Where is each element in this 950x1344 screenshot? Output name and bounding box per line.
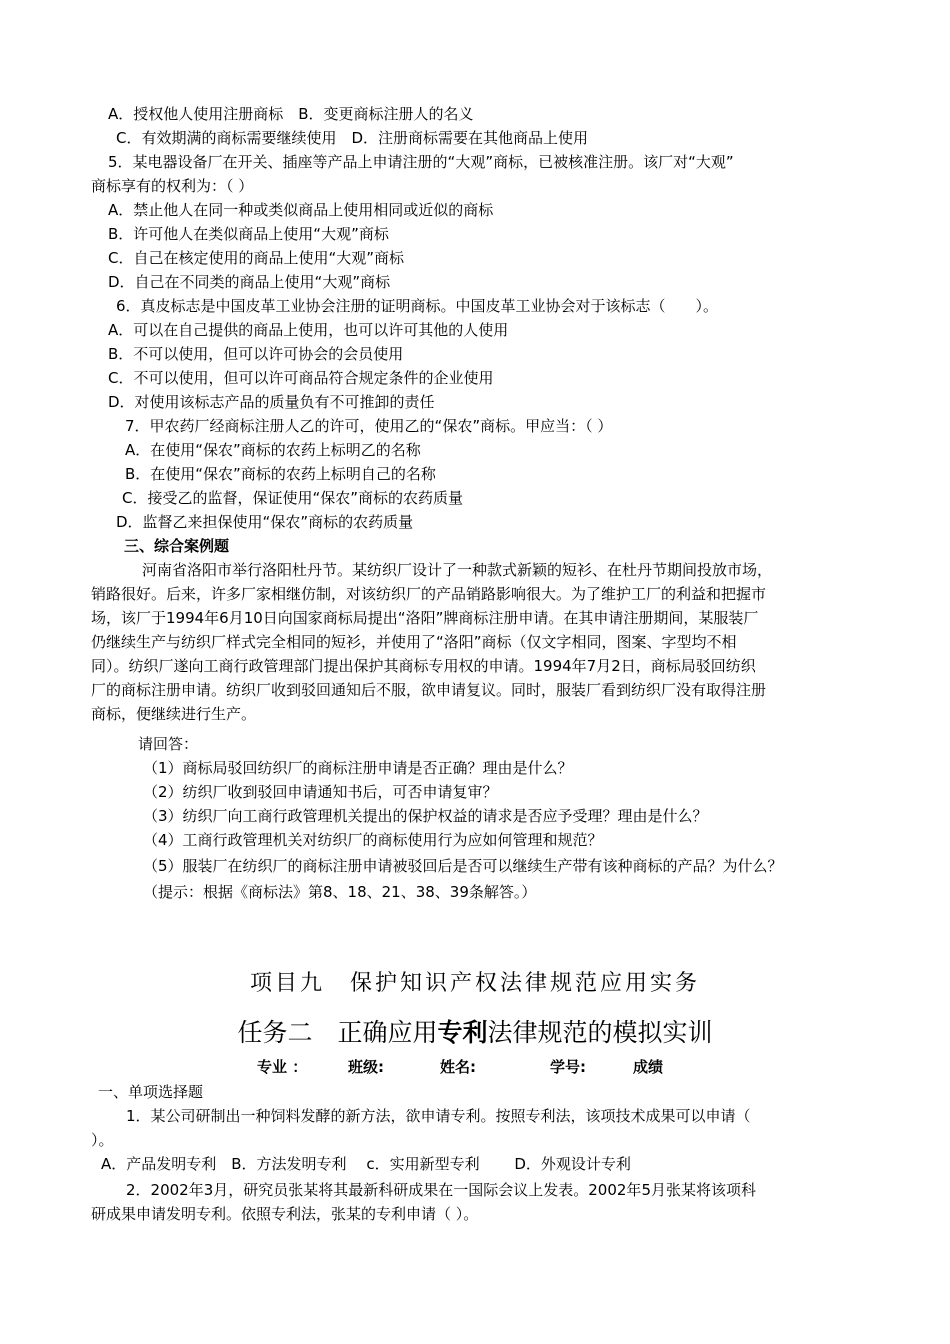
case-hint: （提示：根据《商标法》第8、18、21、38、39条解答。） [143,883,537,901]
q5-stem-line1: 5．某电器设备厂在开关、插座等产品上申请注册的“大观”商标，已被核准注册。该厂对“大观” [108,153,734,171]
q5-option-c: C．自己在核定使用的商品上使用“大观”商标 [108,249,405,267]
q6-option-a: A．可以在自己提供的商品上使用，也可以许可其他的人使用 [108,321,509,339]
q5-option-a: A．禁止他人在同一种或类似商品上使用相同或近似的商标 [108,201,494,219]
part1-heading: 一、单项选择题 [98,1083,204,1101]
p1-q2-line2: 研成果申请发明专利。依照专利法，张某的专利申请（ ）。 [91,1205,479,1223]
project-title: 项目九 保护知识产权法律规范应用实务 [249,971,700,996]
info-score-label: 成绩 [633,1058,664,1076]
case-line-5: 同）。纺织厂遂向工商行政管理部门提出保护其商标专用权的申请。1994年7月2日，商标局驳回纺织 [91,657,756,675]
task-title [0,1013,950,1049]
section3-heading: 三、综合案例题 [124,537,230,555]
case-line-1: 河南省洛阳市举行洛阳杜丹节。某纺织厂设计了一种款式新颖的短衫、在杜丹节期间投放市场， [142,561,773,579]
p1-q1-line2: ）。 [91,1131,114,1149]
case-ask: 请回答： [138,735,199,753]
q6-option-b: B．不可以使用，但可以许可协会的会员使用 [108,345,404,363]
q6-option-d: D．对使用该标志产品的质量负有不可推卸的责任 [108,393,435,411]
q4-options-cd: C．有效期满的商标需要继续使用 D．注册商标需要在其他商品上使用 [116,129,589,147]
case-question-1: （1）商标局驳回纺织厂的商标注册申请是否正确？理由是什么？ [143,759,573,777]
task-title-prefix: 任务二 正确应用 [237,1018,438,1047]
case-line-6: 厂的商标注册申请。纺织厂收到驳回通知后不服，欲申请复议。同时，服装厂看到纺织厂没有取得注册 [91,681,767,699]
q5-option-d: D．自己在不同类的商品上使用“大观”商标 [108,273,391,291]
q5-option-b: B．许可他人在类似商品上使用“大观”商标 [108,225,389,243]
case-question-5: （5）服装厂在纺织厂的商标注册申请被驳回后是否可以继续生产带有该种商标的产品？为什么？ [143,857,783,875]
q7-option-d: D．监督乙来担保使用“保农”商标的农药质量 [116,513,414,531]
case-question-4: （4）工商行政管理机关对纺织厂的商标使用行为应如何管理和规范？ [143,831,603,849]
task-title-highlight: 专利 [437,1018,488,1047]
q7-option-a: A．在使用“保农”商标的农药上标明乙的名称 [125,441,421,459]
case-line-3: 场，该厂于1994年6月10日向国家商标局提出“洛阳”牌商标注册申请。在其申请注册期间，某服装厂 [91,609,759,627]
case-line-4: 仍继续生产与纺织厂样式完全相同的短衫，并使用了“洛阳”商标（仅文字相同，图案、字型均不相 [91,633,737,651]
p1-q1-line1: 1．某公司研制出一种饲料发酵的新方法，欲申请专利。按照专利法，该项技术成果可以申请（ [126,1107,751,1125]
info-name-label: 姓名: [440,1058,476,1076]
p1-q2-line1: 2．2002年3月，研究员张某将其最新科研成果在一国际会议上发表。2002年5月张某将该项科 [126,1181,756,1199]
q6-stem: 6．真皮标志是中国皮革工业协会注册的证明商标。中国皮革工业协会对于该标志（ ）。 [116,297,719,315]
q6-option-c: C．不可以使用，但可以许可商品符合规定条件的企业使用 [108,369,494,387]
q7-option-c: C．接受乙的监督，保证使用“保农”商标的农药质量 [122,489,464,507]
info-major-label: 专业 ： [257,1058,308,1076]
info-class-label: 班级: [348,1058,384,1076]
case-question-3: （3）纺织厂向工商行政管理机关提出的保护权益的请求是否应予受理？理由是什么？ [143,807,708,825]
q5-stem-line2: 商标享有的权利为：（ ） [91,177,254,195]
case-line-2: 销路很好。后来，许多厂家相继仿制，对该纺织厂的产品销路影响很大。为了维护工厂的利益和把握市 [91,585,767,603]
case-question-2: （2）纺织厂收到驳回申请通知书后，可否申请复审？ [143,783,498,801]
q4-options-ab: A．授权他人使用注册商标 B．变更商标注册人的名义 [108,105,474,123]
info-id-label: 学号: [550,1058,586,1076]
task-title-suffix: 法律规范的模拟实训 [487,1018,713,1047]
q7-option-b: B．在使用“保农”商标的农药上标明自己的名称 [125,465,436,483]
q7-stem: 7．甲农药厂经商标注册人乙的许可，使用乙的“保农”商标。甲应当：（ ） [125,417,613,435]
case-line-7: 商标，便继续进行生产。 [91,705,257,723]
p1-q1-options: A．产品发明专利 B．方法发明专利 c．实用新型专利 D．外观设计专利 [101,1155,631,1173]
